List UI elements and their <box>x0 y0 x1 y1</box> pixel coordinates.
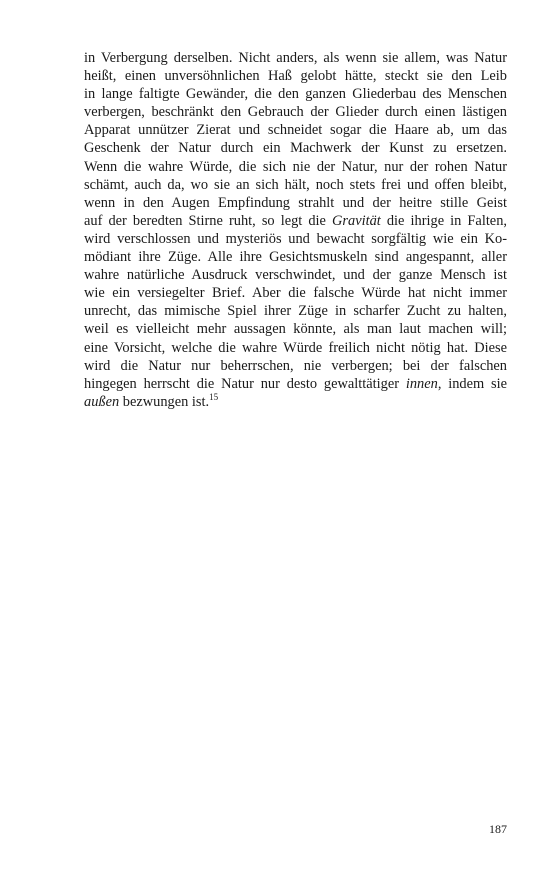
text-run: Wenn die wahre Würde, die sich nie der Natur, nur der rohen Natur <box>84 158 507 175</box>
text-run: Geschenk der Natur durch ein Machwerk der Kunst zu ersetzen. <box>84 140 507 157</box>
text-line <box>84 375 507 393</box>
text-run: mödiant ihre Züge. Alle ihre Gesichtsmuskeln sind angespannt, aller <box>84 249 507 266</box>
italic-word: innen <box>405 375 438 392</box>
body-paragraph <box>84 49 507 411</box>
text-line <box>84 85 507 103</box>
text-run: in lange faltigte Gewänder, die den ganzen Gliederbau des Menschen <box>84 86 507 103</box>
text-run: wenn in den Augen Empfindung strahlt und der heitre stille Geist <box>84 194 507 211</box>
text-run: hingegen herrscht die Natur nur desto gewalttätiger <box>84 375 406 392</box>
text-run: schämt, auch da, wo sie an sich hält, noch stets frei und offen bleibt, <box>84 176 507 193</box>
text-line <box>84 393 507 411</box>
italic-word: Gravität <box>332 212 381 229</box>
text-run: heißt, einen unversöhnlichen Haß gelobt hätte, steckt sie den Leib <box>84 68 507 85</box>
text-line <box>84 320 507 338</box>
text-run: wird die Natur nur beherrschen, nie verbergen; bei der falschen <box>84 357 507 374</box>
text-line <box>84 103 507 121</box>
text-run: eine Vorsicht, welche die wahre Würde freilich nicht nötig hat. Diese <box>84 339 507 356</box>
text-run: die ihrige in Falten, <box>380 212 507 229</box>
text-line <box>84 176 507 194</box>
text-line <box>84 230 507 248</box>
text-line <box>84 212 507 230</box>
italic-word: außen <box>84 393 120 410</box>
page-number: 187 <box>489 822 507 836</box>
text-line <box>84 284 507 302</box>
text-run: unrecht, das mimische Spiel ihrer Züge in scharfer Zucht zu halten, <box>84 303 507 320</box>
text-line <box>84 357 507 375</box>
text-run: wie ein versiegelter Brief. Aber die falsche Würde hat nicht immer <box>84 285 507 302</box>
text-run: auf der beredten Stirne ruht, so legt die <box>84 212 333 229</box>
text-run: weil es vielleicht mehr aussagen könnte, als man laut machen will; <box>84 321 507 338</box>
text-line <box>84 67 507 85</box>
text-line <box>84 194 507 212</box>
text-line <box>84 266 507 284</box>
text-line <box>84 302 507 320</box>
text-line <box>84 139 507 157</box>
footnote-marker: 15 <box>209 391 219 402</box>
text-run: Apparat unnützer Zierat und schneidet sogar die Haare ab, um das <box>84 122 507 139</box>
text-line <box>84 121 507 139</box>
text-run: in Verbergung derselben. Nicht anders, als wenn sie allem, was Natur <box>84 50 507 66</box>
text-run: bezwungen ist. <box>119 393 210 410</box>
text-line <box>84 49 507 67</box>
text-line <box>84 339 507 357</box>
text-run: verbergen, beschränkt den Gebrauch der Glieder durch einen lästigen <box>84 104 507 121</box>
text-run: wird verschlossen und mysteriös und bewacht sorgfältig wie ein Ko- <box>84 230 507 247</box>
text-run: , indem sie <box>437 375 507 392</box>
text-line <box>84 248 507 266</box>
text-run: wahre natürliche Ausdruck verschwindet, und der ganze Mensch ist <box>84 267 507 284</box>
text-line <box>84 158 507 176</box>
